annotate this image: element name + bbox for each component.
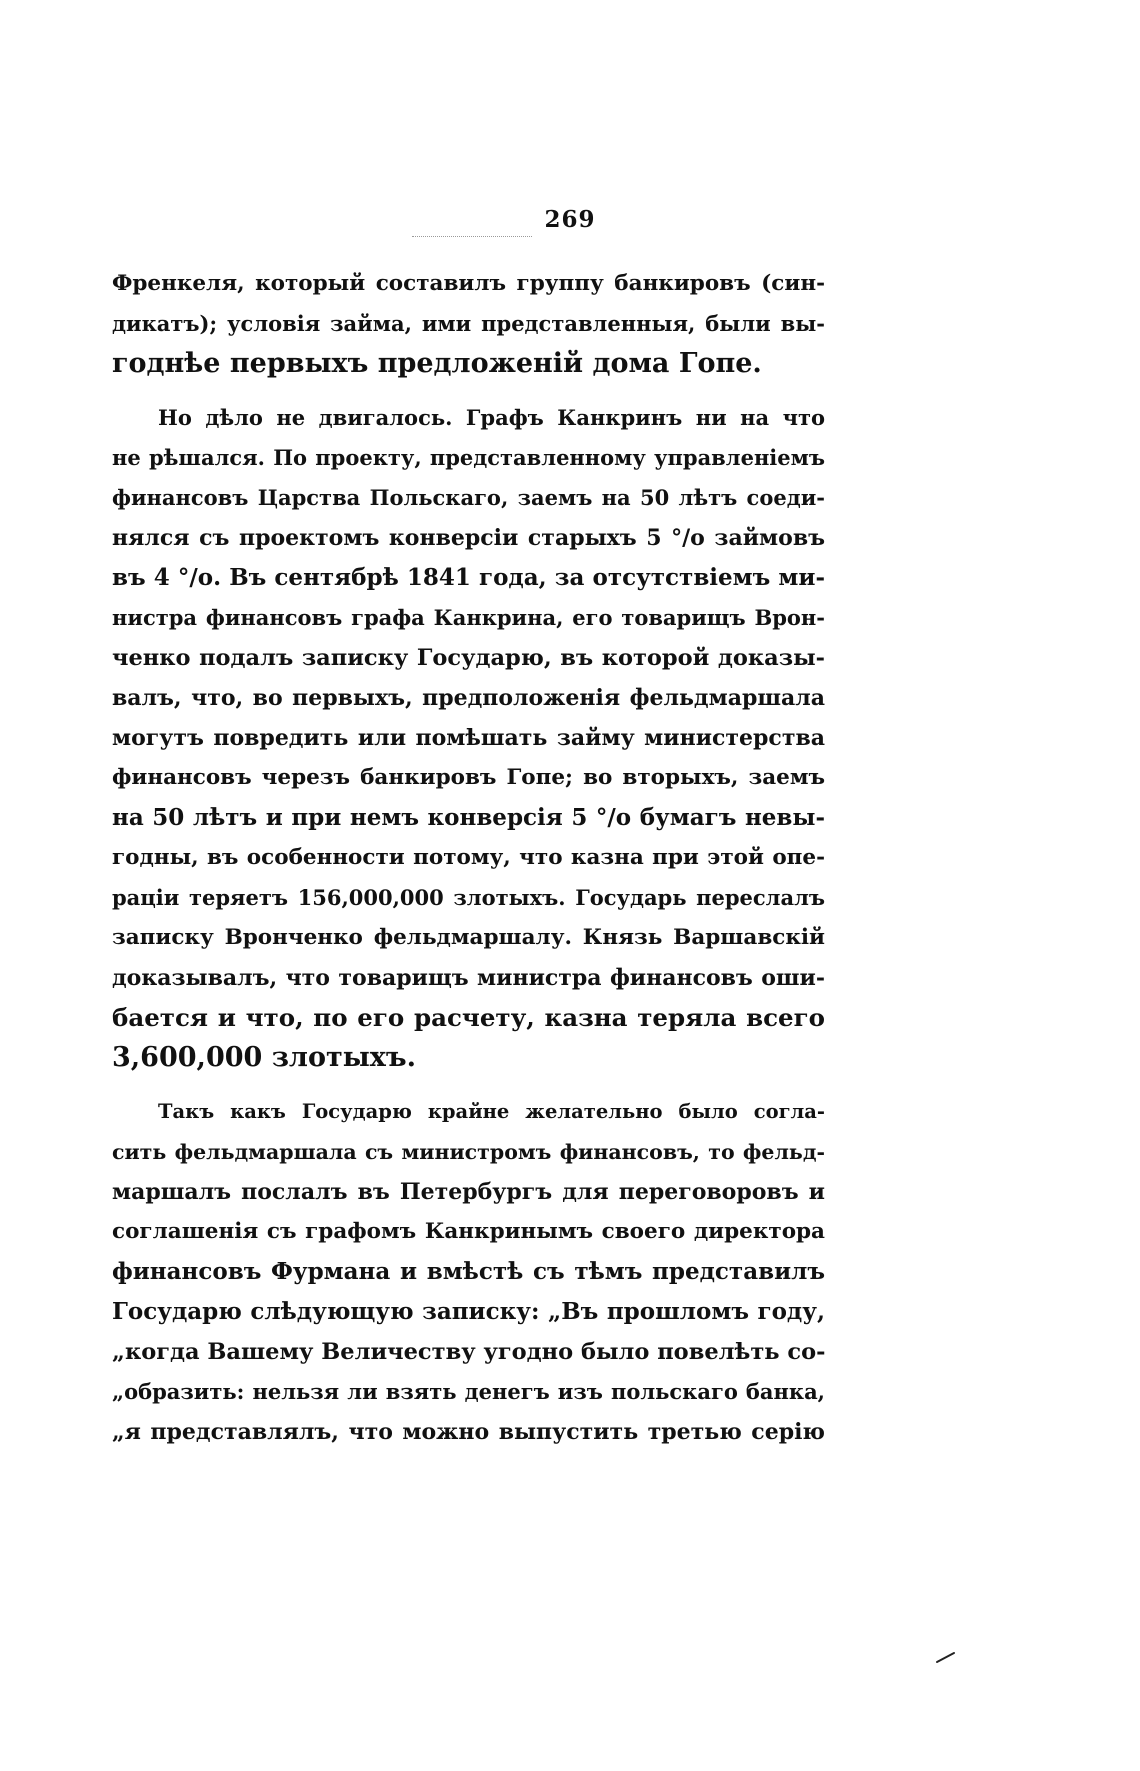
text-line: 3,600,000 злотыхъ. [112,1042,416,1073]
text-line: „я представлялъ, что можно выпустить третью серію [112,1419,825,1445]
text-line: доказывалъ, что товарищъ министра финансовъ оши- [112,965,825,991]
text-line: годны, въ особенности потому, что казна при этой опе- [112,845,825,870]
text-line: „когда Вашему Величеству угодно было повелѣть со- [112,1339,826,1365]
text-line: записку Вронченко фельдмаршалу. Князь Варшавскій [112,925,825,950]
text-line: финансовъ Фурмана и вмѣстѣ съ тѣмъ представилъ [112,1258,825,1285]
text-line: могутъ повредить или помѣшать займу министерства [112,725,825,751]
text-line: дикатъ); условія займа, ими представленныя, были вы- [112,311,825,336]
text-line: Государю слѣдующую записку: „Въ прошломъ году, [112,1298,825,1325]
text-line: валъ, что, во первыхъ, предположенія фельдмаршала [112,685,825,711]
paragraph-gap [112,1078,825,1092]
text-line: въ 4 °/о. Въ сентябрѣ 1841 года, за отсутствіемъ ми- [112,564,825,591]
text-line: раціи теряетъ 156,000,000 злотыхъ. Государь переслалъ [112,885,825,910]
text-line: сить фельдмаршала съ министромъ финансовъ, то фельд- [112,1140,825,1164]
text-line: годнѣе первыхъ предложеній дома Гопе. [112,348,762,379]
paragraph-1 [112,264,825,384]
body-text [112,264,825,1452]
paragraph-3 [112,1092,825,1452]
text-line: Френкеля, который составилъ группу банкировъ (син- [112,271,825,296]
text-line: „образить: нельзя ли взять денегъ изъ польскаго банка, [112,1379,825,1404]
page-number-rule [412,236,532,237]
text-line: нистра финансовъ графа Канкрина, его товарищъ Врон- [112,605,825,630]
text-line: соглашенія съ графомъ Канкринымъ своего директора [112,1219,825,1244]
text-line: ченко подалъ записку Государю, въ которой доказы- [112,645,825,671]
text-line: бается и что, по его расчету, казна теряла всего [112,1003,825,1032]
paragraph-gap [112,384,825,398]
text-line: финансовъ черезъ банкировъ Гопе; во вторыхъ, заемъ [112,765,825,790]
paragraph-2 [112,398,825,1078]
page-number: 269 [544,206,596,233]
text-line: финансовъ Царства Польскаго, заемъ на 50 лѣтъ соеди- [112,485,825,510]
text-line: Такъ какъ Государю крайне желательно было согла- [158,1100,825,1123]
text-line: Но дѣло не двигалось. Графъ Канкринъ ни на что [158,405,825,430]
text-line: нялся съ проектомъ конверсіи старыхъ 5 °/о займовъ [112,525,825,551]
text-line: на 50 лѣтъ и при немъ конверсія 5 °/о бумагъ невы- [112,804,825,831]
text-line: маршалъ послалъ въ Петербургъ для переговоровъ и [112,1179,825,1205]
pencil-mark-icon [935,1650,957,1664]
text-line: не рѣшался. По проекту, представленному управленіемъ [112,445,825,470]
